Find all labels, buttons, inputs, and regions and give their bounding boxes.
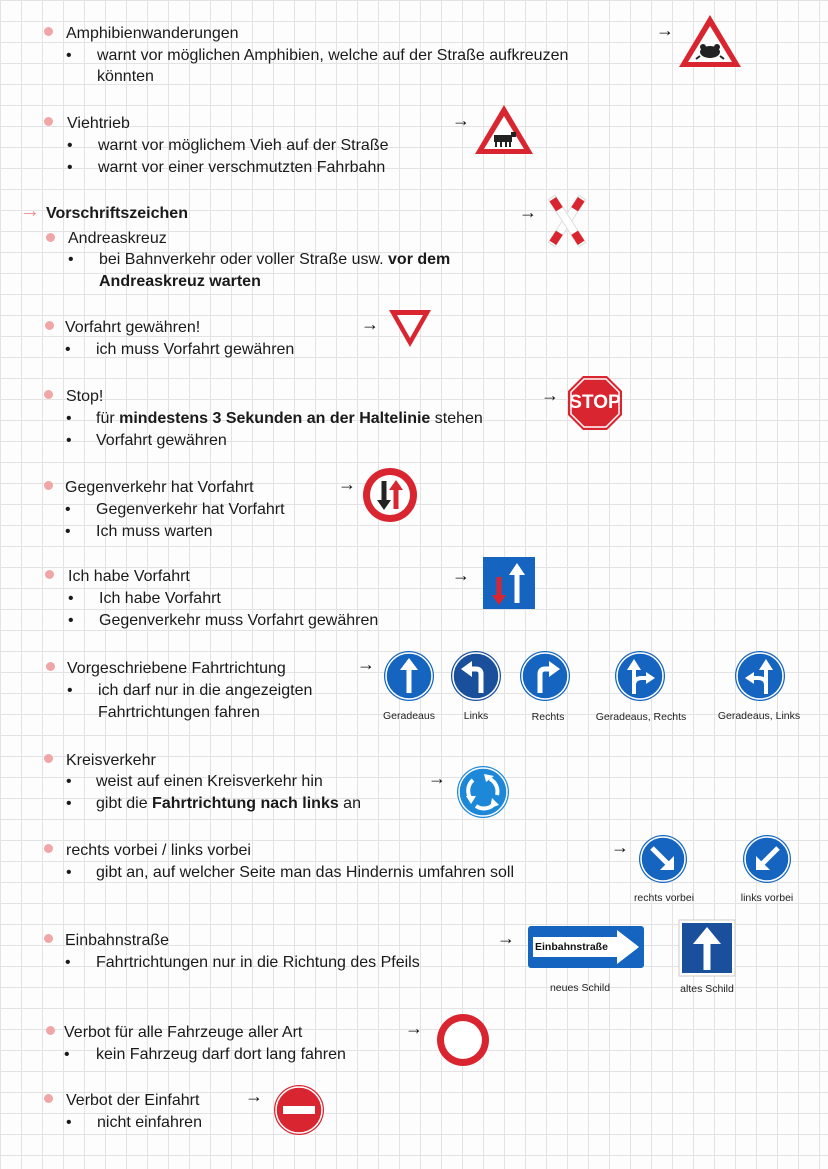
- bullet-text-bold: mindestens 3 Sekunden an der Haltelinie: [119, 410, 431, 427]
- bullet-dot: [46, 233, 55, 242]
- viehtrieb-title: Viehtrieb: [67, 115, 130, 132]
- arrow-icon: →: [519, 202, 537, 222]
- cattle-warning-sign-icon: [472, 102, 536, 157]
- viehtrieb-bullet-1: warnt vor möglichem Vieh auf der Straße: [98, 137, 389, 154]
- bullet-dot: [44, 934, 53, 943]
- verbot-alle-title: Verbot für alle Fahrzeuge aller Art: [64, 1024, 303, 1041]
- bullet-text: bei Bahnverkehr oder voller Straße usw.: [99, 251, 389, 268]
- bullet-glyph: •: [66, 864, 72, 881]
- vorbei-bullet-1: gibt an, auf welcher Seite man das Hindernis umfahren soll: [96, 864, 514, 881]
- left-turn-only-sign-icon: [450, 650, 502, 702]
- caption-neues-schild: neues Schild: [549, 982, 611, 994]
- bullet-glyph: •: [66, 47, 72, 64]
- right-turn-only-sign-icon: [519, 650, 571, 702]
- bullet-text: gibt die: [96, 795, 153, 812]
- verbot-einfahrt-title: Verbot der Einfahrt: [66, 1092, 200, 1109]
- straight-or-left-sign-icon: [734, 650, 786, 702]
- kreisverkehr-bullet-1: weist auf einen Kreisverkehr hin: [96, 773, 323, 790]
- pass-right-sign-icon: [638, 834, 688, 884]
- bullet-glyph: •: [66, 432, 72, 449]
- einbahn-title: Einbahnstraße: [65, 932, 170, 949]
- gegenverkehr-bullet-2: Ich muss warten: [96, 523, 213, 540]
- caption-links-vorbei: links vorbei: [740, 892, 794, 904]
- bullet-glyph: •: [68, 590, 74, 607]
- straight-or-right-sign-icon: [614, 650, 666, 702]
- andreaskreuz-title: Andreaskreuz: [68, 230, 167, 247]
- amphibian-warning-sign-icon: [676, 12, 744, 70]
- bullet-glyph: •: [66, 795, 72, 812]
- andreaskreuz-bullet-1-cont: Andreaskreuz warten: [99, 273, 261, 290]
- bullet-glyph: •: [64, 1046, 70, 1063]
- ich-vorfahrt-bullet-2: Gegenverkehr muss Vorfahrt gewähren: [99, 612, 379, 629]
- caption-altes-schild: altes Schild: [680, 983, 734, 995]
- arrow-icon: →: [405, 1018, 423, 1038]
- einbahn-bullet-1: Fahrtrichtungen nur in die Richtung des Pfeils: [96, 954, 420, 971]
- one-way-sign-new-icon: [528, 926, 644, 968]
- caption-geradeaus-rechts: Geradeaus, Rechts: [595, 711, 687, 723]
- bullet-text-bold: vor dem: [388, 251, 451, 268]
- arrow-icon: →: [357, 654, 375, 674]
- caption-rechts: Rechts: [531, 711, 565, 723]
- bullet-dot: [44, 754, 53, 763]
- fahrtrichtung-bullet-1: ich darf nur in die angezeigten: [98, 682, 313, 699]
- bullet-text: an: [338, 795, 361, 812]
- arrow-icon: →: [541, 385, 559, 405]
- section-heading-vorschriftszeichen: Vorschriftszeichen: [46, 205, 188, 222]
- bullet-glyph: •: [65, 954, 71, 971]
- kreisverkehr-title: Kreisverkehr: [66, 752, 156, 769]
- amphibien-title: Amphibienwanderungen: [66, 25, 239, 42]
- bullet-glyph: •: [67, 682, 73, 699]
- roundabout-sign-icon: [456, 765, 510, 819]
- ich-vorfahrt-bullet-1: Ich habe Vorfahrt: [99, 590, 221, 607]
- arrow-icon: →: [452, 110, 470, 130]
- bullet-dot: [44, 1094, 53, 1103]
- yield-sign-icon: [386, 307, 434, 349]
- caption-rechts-vorbei: rechts vorbei: [633, 892, 695, 904]
- fahrtrichtung-title: Vorgeschriebene Fahrtrichtung: [67, 660, 286, 677]
- bullet-text: für: [96, 410, 120, 427]
- one-way-sign-text: Einbahnstraße: [535, 941, 608, 953]
- caption-geradeaus-links: Geradeaus, Links: [717, 710, 801, 722]
- caption-geradeaus: Geradeaus: [383, 710, 435, 722]
- bullet-dot: [44, 27, 53, 36]
- one-way-sign-old-icon: [679, 920, 735, 976]
- bullet-glyph: •: [65, 523, 71, 540]
- bullet-dot: [45, 570, 54, 579]
- bullet-dot: [44, 844, 53, 853]
- arrow-icon: →: [656, 20, 674, 40]
- pass-left-sign-icon: [742, 834, 792, 884]
- bullet-dot: [46, 1026, 55, 1035]
- priority-over-oncoming-sign-icon: [483, 557, 535, 609]
- vorfahrt-gewaehren-title: Vorfahrt gewähren!: [65, 319, 201, 336]
- bullet-glyph: •: [66, 1114, 72, 1131]
- stop-bullet-1: [96, 408, 483, 429]
- bullet-dot: [45, 321, 54, 330]
- bullet-dot: [44, 117, 53, 126]
- gegenverkehr-title: Gegenverkehr hat Vorfahrt: [65, 479, 254, 496]
- bullet-glyph: •: [65, 501, 71, 518]
- bullet-glyph: •: [67, 137, 73, 154]
- bullet-glyph: •: [66, 773, 72, 790]
- bullet-glyph: •: [67, 159, 73, 176]
- vorbei-title: rechts vorbei / links vorbei: [66, 842, 251, 859]
- gegenverkehr-bullet-1: Gegenverkehr hat Vorfahrt: [96, 501, 285, 518]
- andreaskreuz-sign-icon: [547, 193, 587, 249]
- no-entry-sign-icon: [273, 1084, 325, 1136]
- arrow-icon: →: [338, 474, 356, 494]
- bullet-dot: [44, 390, 53, 399]
- ich-vorfahrt-title: Ich habe Vorfahrt: [68, 568, 190, 585]
- kreisverkehr-bullet-2: [96, 793, 361, 814]
- bullet-glyph: •: [68, 612, 74, 629]
- no-vehicles-sign-icon: [436, 1013, 490, 1067]
- arrow-icon: →: [245, 1086, 263, 1106]
- fahrtrichtung-bullet-1-cont: Fahrtrichtungen fahren: [98, 704, 260, 721]
- bullet-dot: [46, 662, 55, 671]
- stop-title: Stop!: [66, 388, 104, 405]
- bullet-text-bold: Fahrtrichtung nach links: [152, 795, 339, 812]
- arrow-icon: →: [611, 837, 629, 857]
- viehtrieb-bullet-2: warnt vor einer verschmutzten Fahrbahn: [98, 159, 386, 176]
- amphibien-bullet-1: warnt vor möglichen Amphibien, welche auf der Straße aufkreuzen: [97, 47, 569, 64]
- bullet-glyph: •: [66, 410, 72, 427]
- stop-bullet-2: Vorfahrt gewähren: [96, 432, 227, 449]
- arrow-icon: →: [361, 314, 379, 334]
- bullet-dot: [44, 481, 53, 490]
- bullet-text: stehen: [430, 410, 483, 427]
- verbot-alle-bullet-1: kein Fahrzeug darf dort lang fahren: [96, 1046, 346, 1063]
- caption-links: Links: [463, 710, 489, 722]
- straight-only-sign-icon: [383, 650, 435, 702]
- andreaskreuz-bullet-1: [99, 249, 450, 270]
- verbot-einfahrt-bullet-1: nicht einfahren: [97, 1114, 202, 1131]
- bullet-glyph: •: [68, 251, 74, 268]
- oncoming-priority-sign-icon: [362, 467, 418, 523]
- section-arrow: →: [20, 200, 40, 222]
- vorfahrt-gewaehren-bullet-1: ich muss Vorfahrt gewähren: [96, 341, 295, 358]
- stop-sign-text: STOP: [569, 392, 621, 413]
- bullet-glyph: •: [65, 341, 71, 358]
- amphibien-bullet-1-cont: könnten: [97, 68, 154, 85]
- arrow-icon: →: [497, 928, 515, 948]
- arrow-icon: →: [452, 565, 470, 585]
- arrow-icon: →: [428, 768, 446, 788]
- stop-sign-icon: [567, 375, 623, 431]
